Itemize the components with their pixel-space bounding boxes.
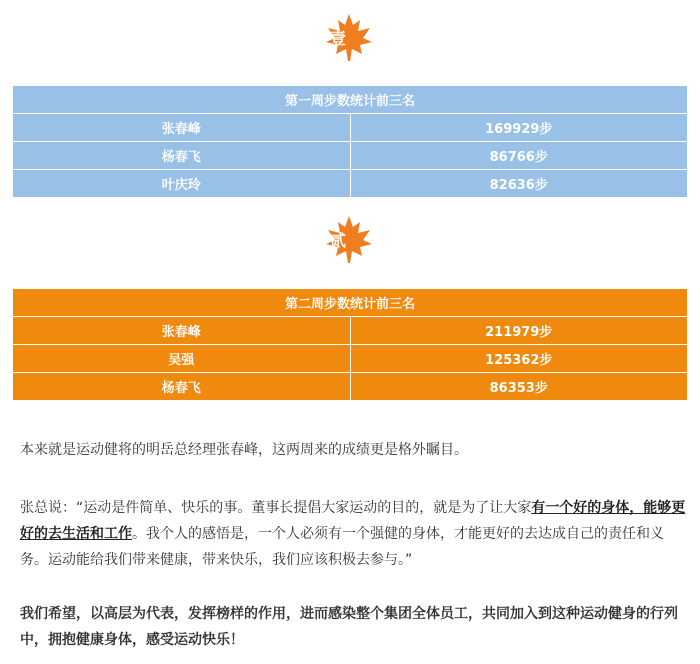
- table-row: [13, 373, 688, 401]
- name-cell: 杨春飞: [13, 142, 351, 170]
- table-header: 第二周步数统计前三名: [13, 289, 688, 317]
- paragraph-quote: [20, 495, 688, 573]
- table-row: [13, 114, 688, 142]
- table-header-row: [13, 86, 688, 114]
- section1-badge-text: 壹: [330, 29, 347, 48]
- steps-cell: 125362步: [350, 345, 688, 373]
- quote-text-end: 。我个人的感悟是，一个人必须有一个强健的身体，才能更好的去达成自己的责任和义务。运动能给我们带来健康，带来快乐，我们应该积极去参与。”: [20, 526, 664, 568]
- section2-badge: [324, 214, 374, 264]
- table-row: [13, 345, 688, 373]
- steps-cell: 86353步: [350, 373, 688, 401]
- week1-ranking-table: [12, 85, 688, 198]
- name-cell: 叶庆玲: [13, 170, 351, 198]
- name-cell: 杨春飞: [13, 373, 351, 401]
- steps-cell: 211979步: [350, 317, 688, 345]
- name-cell: 吴强: [13, 345, 351, 373]
- steps-cell: 82636步: [350, 170, 688, 198]
- name-cell: 张春峰: [13, 317, 351, 345]
- paragraph-intro: 本来就是运动健将的明岳总经理张春峰，这两周来的成绩更是格外瞩目。: [20, 442, 468, 458]
- table-row: [13, 317, 688, 345]
- section1-badge: [324, 12, 374, 62]
- name-cell: 张春峰: [13, 114, 351, 142]
- quote-highlight: 有一个好的身体，能够更好的去生活和工作: [20, 500, 686, 542]
- week2-ranking-table: [12, 288, 688, 401]
- section2-badge-text: 贰: [330, 231, 347, 250]
- steps-cell: 169929步: [350, 114, 688, 142]
- table-row: [13, 170, 688, 198]
- table-row: [13, 142, 688, 170]
- steps-cell: 86766步: [350, 142, 688, 170]
- table-header: 第一周步数统计前三名: [13, 86, 688, 114]
- paragraph-conclusion: 我们希望，以高层为代表，发挥榜样的作用，进而感染整个集团全体员工，共同加入到这种运动健身的行列中，拥抱健康身体，感受运动快乐！: [20, 606, 678, 648]
- quote-text-start: 张总说：“运动是件简单、快乐的事。董事长提倡大家运动的目的，就是为了让大家: [20, 500, 532, 516]
- table-header-row: [13, 289, 688, 317]
